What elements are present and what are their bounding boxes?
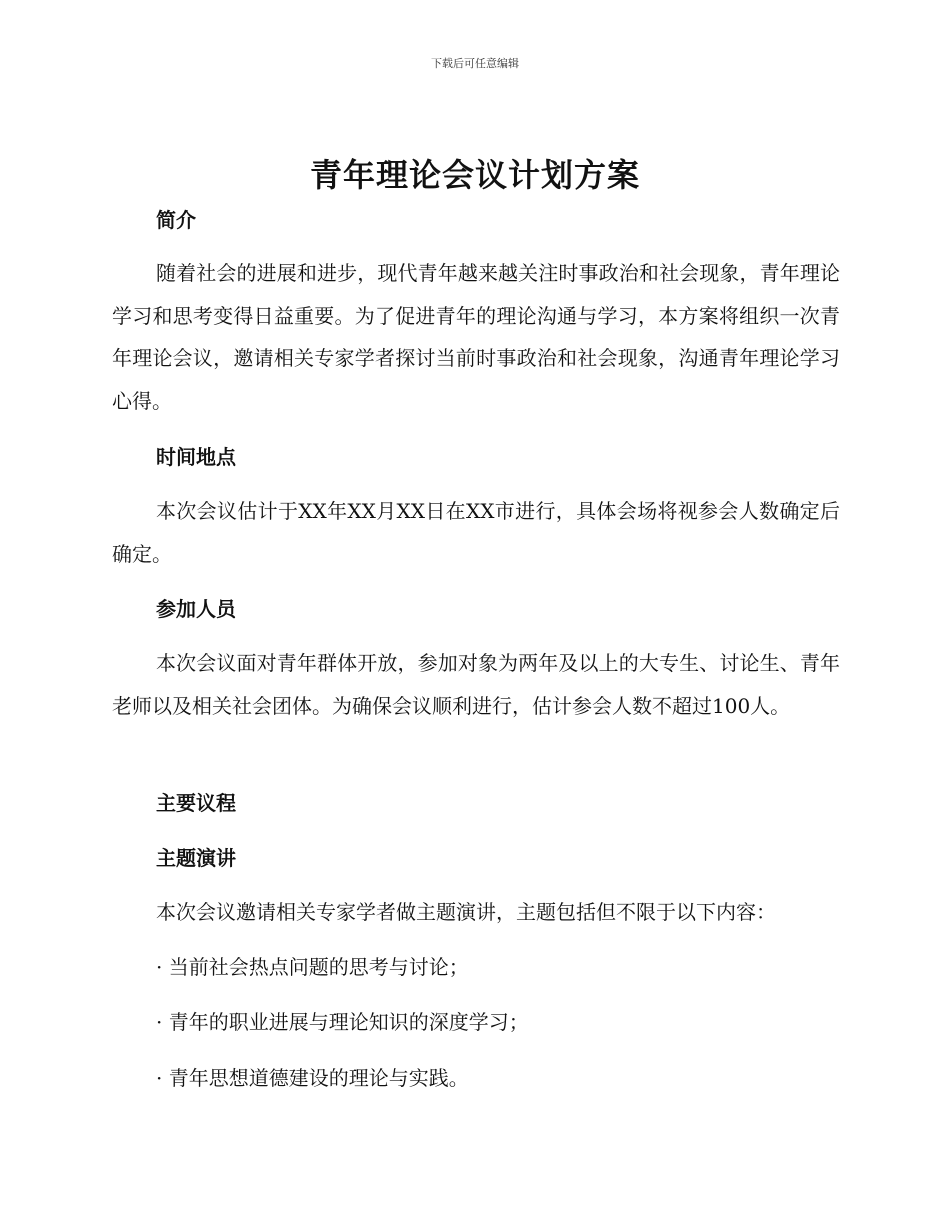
section-heading-agenda: 主要议程 xyxy=(156,791,236,815)
keynote-intro: 本次会议邀请相关专家学者做主题演讲，主题包括但不限于以下内容： xyxy=(156,900,776,924)
document-title: 青年理论会议计划方案 xyxy=(309,156,640,194)
keynote-list-item: · 当前社会热点问题的思考与讨论； xyxy=(156,955,469,979)
section-heading-intro: 简介 xyxy=(156,208,196,232)
keynote-list-item: · 青年思想道德建设的理论与实践。 xyxy=(156,1066,469,1090)
section-body-intro: 随着社会的进展和进步，现代青年越来越关注时事政治和社会现象，青年理论学习和思考变得日益重要。为了促进青年的理论沟通与学习，本方案将组织一次青年理论会议，邀请相关专家学者探讨当前时事政治和社会现象，沟通青年理论学习心得。 xyxy=(112,261,840,413)
section-heading-time-place: 时间地点 xyxy=(156,445,236,469)
section-heading-keynote: 主题演讲 xyxy=(156,846,236,870)
section-body-time-place: 本次会议估计于XX年XX月XX日在XX市进行，具体会场将视参会人数确定后确定。 xyxy=(112,499,840,566)
section-body-participants: 本次会议面对青年群体开放，参加对象为两年及以上的大专生、讨论生、青年老师以及相关社会团体。为确保会议顺利进行，估计参会人数不超过100人。 xyxy=(112,651,840,718)
section-heading-participants: 参加人员 xyxy=(156,597,236,621)
page-header-note: 下载后可任意编辑 xyxy=(431,57,519,70)
keynote-list-item: · 青年的职业进展与理论知识的深度学习； xyxy=(156,1010,529,1034)
